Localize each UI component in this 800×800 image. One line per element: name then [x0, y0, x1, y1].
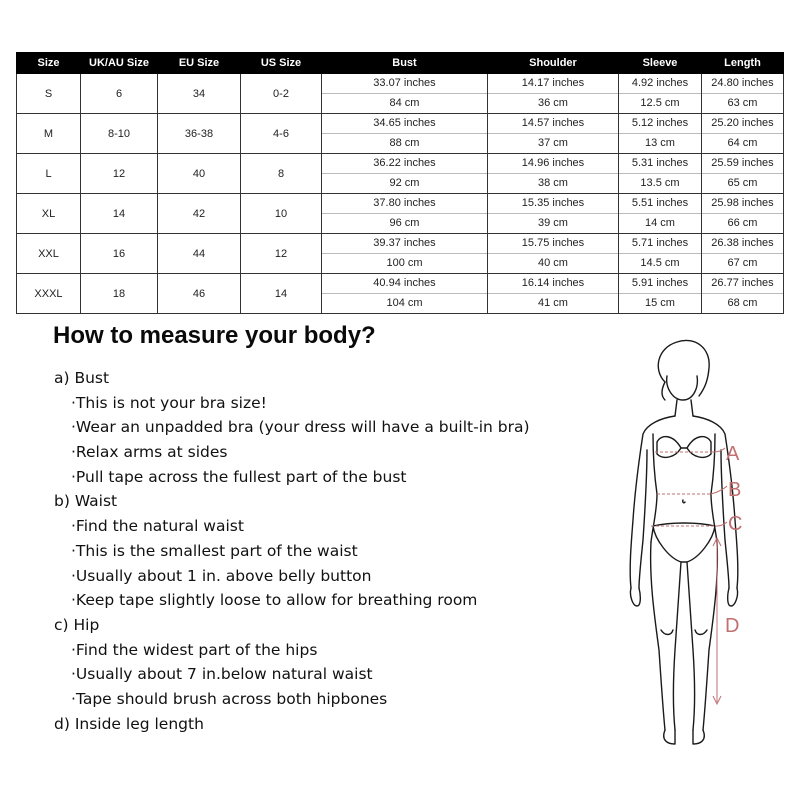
cell-length [702, 114, 784, 154]
instruction-line: ·This is not your bra size! [71, 393, 267, 412]
header-uk-au-size: UK/AU Size [81, 53, 158, 74]
body-measurement-figure [595, 330, 795, 770]
length-inches: 25.20 inches [702, 114, 783, 134]
cell-uk-size: 16 [81, 234, 158, 274]
label-connectors [711, 448, 727, 704]
sleeve-inches: 5.91 inches [619, 274, 701, 294]
cell-shoulder [488, 194, 619, 234]
body-outline-illustration [595, 330, 795, 770]
shoulder-inches: 14.17 inches [488, 74, 618, 94]
table-row [17, 194, 784, 234]
instruction-line: ·Keep tape slightly loose to allow for breathing room [71, 591, 478, 610]
shoulder-inches: 14.96 inches [488, 154, 618, 174]
section-heading-hip: c) Hip [54, 615, 100, 634]
cell-us-size: 8 [241, 154, 322, 194]
cell-shoulder [488, 114, 619, 154]
sleeve-cm: 13.5 cm [640, 177, 680, 189]
cell-bust [322, 234, 488, 274]
sleeve-cm: 12.5 cm [640, 97, 680, 109]
table-row [17, 114, 784, 154]
bust-cm: 92 cm [389, 177, 420, 189]
cell-eu-size: 46 [158, 274, 241, 314]
length-cm: 64 cm [727, 137, 758, 149]
shoulder-inches: 15.75 inches [488, 234, 618, 254]
table-header-row [17, 53, 784, 74]
cell-us-size: 0-2 [241, 74, 322, 114]
bust-cm: 88 cm [389, 137, 420, 149]
length-inches: 26.38 inches [702, 234, 783, 254]
cell-length [702, 234, 784, 274]
cell-shoulder [488, 74, 619, 114]
sleeve-inches: 5.71 inches [619, 234, 701, 254]
cell-eu-size: 36-38 [158, 114, 241, 154]
cell-size: XXL [17, 234, 81, 274]
measurement-guides [651, 452, 717, 526]
bust-cm: 96 cm [389, 217, 420, 229]
length-inches: 24.80 inches [702, 74, 783, 94]
cell-eu-size: 34 [158, 74, 241, 114]
shoulder-inches: 16.14 inches [488, 274, 618, 294]
cell-sleeve [619, 154, 702, 194]
guide-title: How to measure your body? [53, 322, 376, 349]
bust-inches: 37.80 inches [322, 194, 487, 214]
cell-length [702, 274, 784, 314]
cell-size: S [17, 74, 81, 114]
cell-us-size: 14 [241, 274, 322, 314]
cell-bust [322, 74, 488, 114]
cell-shoulder [488, 154, 619, 194]
cell-sleeve [619, 194, 702, 234]
cell-sleeve [619, 234, 702, 274]
shoulder-cm: 37 cm [538, 137, 568, 149]
cell-uk-size: 18 [81, 274, 158, 314]
cell-size: XL [17, 194, 81, 234]
cell-bust [322, 274, 488, 314]
cell-eu-size: 40 [158, 154, 241, 194]
sleeve-inches: 5.12 inches [619, 114, 701, 134]
header-eu-size: EU Size [158, 53, 241, 74]
bust-cm: 84 cm [389, 97, 420, 109]
bust-inches: 34.65 inches [322, 114, 487, 134]
sleeve-inches: 4.92 inches [619, 74, 701, 94]
bust-inches: 36.22 inches [322, 154, 487, 174]
cell-eu-size: 42 [158, 194, 241, 234]
table-row [17, 154, 784, 194]
sleeve-cm: 14 cm [645, 217, 675, 229]
shoulder-cm: 40 cm [538, 257, 568, 269]
header-shoulder: Shoulder [488, 53, 619, 74]
sleeve-inches: 5.51 inches [619, 194, 701, 214]
bust-inches: 33.07 inches [322, 74, 487, 94]
table-row [17, 234, 784, 274]
cell-eu-size: 44 [158, 234, 241, 274]
cell-uk-size: 12 [81, 154, 158, 194]
size-chart-table [16, 52, 784, 314]
shoulder-inches: 15.35 inches [488, 194, 618, 214]
section-heading-inside-leg: d) Inside leg length [54, 714, 204, 733]
header-size: Size [17, 53, 81, 74]
instruction-line: ·Find the widest part of the hips [71, 640, 318, 659]
cell-shoulder [488, 234, 619, 274]
section-heading-waist: b) Waist [54, 492, 118, 511]
cell-length [702, 194, 784, 234]
header-sleeve: Sleeve [619, 53, 702, 74]
cell-bust [322, 154, 488, 194]
length-inches: 26.77 inches [702, 274, 783, 294]
bust-cm: 100 cm [386, 257, 423, 269]
header-us-size: US Size [241, 53, 322, 74]
length-inches: 25.59 inches [702, 154, 783, 174]
length-cm: 65 cm [727, 177, 758, 189]
instruction-line: ·Find the natural waist [71, 517, 244, 536]
instruction-line: ·Usually about 1 in. above belly button [71, 566, 372, 585]
cell-size: M [17, 114, 81, 154]
shoulder-cm: 38 cm [538, 177, 568, 189]
cell-sleeve [619, 74, 702, 114]
instruction-line: ·This is the smallest part of the waist [71, 541, 358, 560]
body-outline [630, 340, 738, 744]
section-heading-bust: a) Bust [54, 369, 110, 387]
cell-shoulder [488, 274, 619, 314]
instruction-line: ·Relax arms at sides [71, 443, 228, 462]
cell-uk-size: 6 [81, 74, 158, 114]
header-bust: Bust [322, 53, 488, 74]
cell-sleeve [619, 114, 702, 154]
bust-cm: 104 cm [386, 297, 423, 309]
shoulder-cm: 41 cm [538, 297, 568, 309]
table-row [17, 74, 784, 114]
cell-size: L [17, 154, 81, 194]
shoulder-cm: 36 cm [538, 97, 568, 109]
sleeve-inches: 5.31 inches [619, 154, 701, 174]
cell-us-size: 4-6 [241, 114, 322, 154]
bust-inches: 39.37 inches [322, 234, 487, 254]
cell-size: XXXL [17, 274, 81, 314]
cell-uk-size: 8-10 [81, 114, 158, 154]
length-cm: 66 cm [727, 217, 758, 229]
sleeve-cm: 14.5 cm [640, 257, 680, 269]
instruction-line: ·Usually about 7 in.below natural waist [71, 665, 373, 684]
label-c: C [728, 513, 743, 535]
table-row [17, 274, 784, 314]
cell-us-size: 10 [241, 194, 322, 234]
instruction-line: ·Wear an unpadded bra (your dress will have a built-in bra) [71, 418, 530, 437]
cell-sleeve [619, 274, 702, 314]
shoulder-cm: 39 cm [538, 217, 568, 229]
label-a: A [726, 443, 740, 465]
cell-length [702, 74, 784, 114]
instruction-line: ·Pull tape across the fullest part of the bust [71, 467, 407, 486]
length-inches: 25.98 inches [702, 194, 783, 214]
length-cm: 67 cm [727, 257, 758, 269]
cell-us-size: 12 [241, 234, 322, 274]
cell-bust [322, 194, 488, 234]
header-length: Length [702, 53, 784, 74]
length-cm: 63 cm [727, 97, 758, 109]
measure-instructions [54, 366, 614, 736]
sleeve-cm: 13 cm [645, 137, 675, 149]
cell-length [702, 154, 784, 194]
length-cm: 68 cm [727, 297, 758, 309]
cell-bust [322, 114, 488, 154]
bust-inches: 40.94 inches [322, 274, 487, 294]
label-b: B [728, 479, 742, 501]
instruction-line: ·Tape should brush across both hipbones [71, 689, 388, 708]
sleeve-cm: 15 cm [645, 297, 675, 309]
shoulder-inches: 14.57 inches [488, 114, 618, 134]
cell-uk-size: 14 [81, 194, 158, 234]
label-d: D [725, 615, 740, 637]
